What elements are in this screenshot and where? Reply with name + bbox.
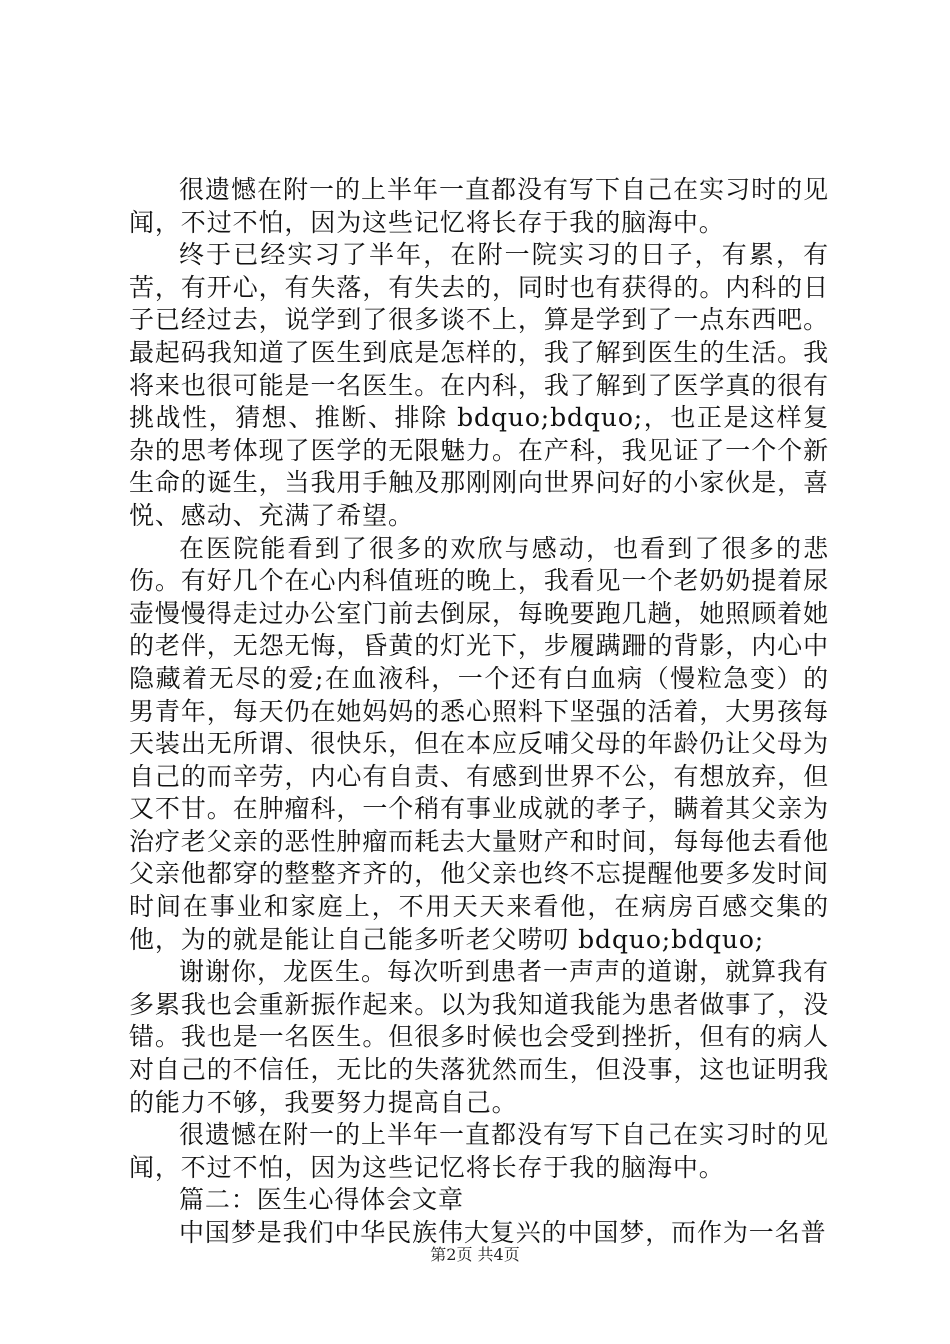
paragraph-chinese-dream: 中国梦是我们中华民族伟大复兴的中国梦，而作为一名普	[179, 1218, 827, 1247]
paragraph-hospital-stories: 在医院能看到了很多的欢欣与感动，也看到了很多的悲伤。有好几个在心内科值班的晚上，我看见一个老奶奶提着尿壶慢慢得走过办公室门前去倒尿，每晚要跑几趟，她照顾着她的老伴，无怨无悔，昏黄的灯光下，步履蹒跚的背影，内心中隐藏着无尽的爱;在血液科，一个还有白血病（慢粒急变）的男青年，每天仍在她妈妈的悉心照料下坚强的活着，大男孩每天装出无所谓、很快乐，但在本应反哺父母的年龄仍让父母为自己的而辛劳，内心有自责、有感到世界不公，有想放弃，但又不甘。在肿瘤科，一个稍有事业成就的孝子，瞒着其父亲为治疗老父亲的恶性肿瘤而耗去大量财产和时间，每每他去看他父亲他都穿的整整齐齐的，他父亲也终不忘提醒他要多发时间时间在事业和家庭上，不用天天来看他，在病房百感交集的他，为的就是能让自己能多听老父唠叨 bdquo;bdquo;	[129, 533, 829, 954]
paragraph-thanks-doctor: 谢谢你，龙医生。每次听到患者一声声的道谢，就算我有多累我也会重新振作起来。以为我知道我能为患者做事了，没错。我也是一名医生。但很多时候也会受到挫折，但有的病人对自己的不信任，无比的失落犹然而生，但没事，这也证明我的能力不够，我要努力提高自己。	[129, 957, 829, 1117]
page-footer: 第2页 共4页	[430, 1245, 520, 1264]
section-heading: 篇二：医生心得体会文章	[179, 1185, 464, 1215]
paragraph-intro-repeat: 很遗憾在附一的上半年一直都没有写下自己在实习时的见闻，不过不怕，因为这些记忆将长存于我的脑海中。	[129, 1120, 829, 1182]
document-body	[129, 174, 829, 1250]
paragraph-internship-half-year: 终于已经实习了半年，在附一院实习的日子，有累，有苦，有开心，有失落，有失去的，同时也有获得的。内科的日子已经过去，说学到了很多谈不上，算是学到了一点东西吧。最起码我知道了医生到底是怎样的，我了解到医生的生活。我将来也很可能是一名医生。在内科，我了解到了医学真的很有挑战性，猜想、推断、排除 bdquo;bdquo;，也正是这样复杂的思考体现了医学的无限魅力。在产科，我见证了一个个新生命的诞生，当我用手触及那刚刚向世界问好的小家伙是，喜悦、感动、充满了希望。	[129, 240, 829, 530]
paragraph-intro: 很遗憾在附一的上半年一直都没有写下自己在实习时的见闻，不过不怕，因为这些记忆将长存于我的脑海中。	[129, 175, 829, 237]
